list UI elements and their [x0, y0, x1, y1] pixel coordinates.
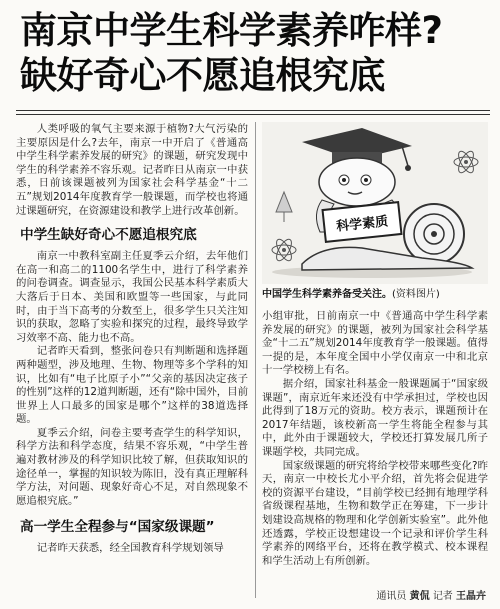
body-paragraph: 国家级课题的研究将给学校带来哪些变化?昨天，南京一中校长尤小平介绍，首先将会促进学校的资源平台建设，“目前学校已经拥有地理学科省级课程基地，生物和数学正在筹建，下一步计划建设高规格的物理和化学创新实验室”。此外他还透露，学校正设想建设一个记录和评价学生科学素养的网络平台，还将在教学模式、校本课程和学生活动上有所创新。	[262, 459, 488, 567]
body-paragraph: 记者昨天获悉，经全国教育科学规划领导	[36, 542, 224, 555]
subhead-curiosity: 中学生缺好奇心不愿追根究底	[20, 227, 197, 244]
caption-text: 中国学生科学素养备受关注。	[262, 289, 392, 300]
correspondent-name: 黄侃	[409, 591, 430, 602]
cartoon-illustration	[262, 122, 488, 284]
body-paragraph: 据介绍，国家社科基金一般课题属于“国家级课题”，南京近年来还没有中学承担过，学校也因此得到了18万元的资助。校方表示，课题预计在2017年结题，该校新高一学生将能全程参与其中，此外由于课题较大，学校还打算发展几所子课题学校，共同完成。	[262, 377, 488, 458]
headline	[20, 8, 490, 98]
body-paragraph: 小组审批，日前南京一中《普通高中学生科学素养发展的研究》的课题，被列为国家社会科学基金“十二五”规划2014年度教育学一般课题。值得一提的是，本年度全国中小学仅南京一中和北京十一学校榜上有名。	[262, 310, 488, 377]
left-column	[16, 123, 248, 556]
body-paragraph: 夏季云介绍，问卷主要考查学生的科学知识，科学方法和科学态度，结果不容乐观，“中学生普遍对教材涉及的科学知识比较了解，但获取知识的途径单一，掌握的知识较为陈旧，没有真正理解科学方法，对问题、现象好奇心不足，对自然现象不愿追根究底。”	[16, 426, 248, 507]
right-column	[262, 310, 488, 568]
headline-line-1: 南京中学生科学素养咋样?	[20, 9, 443, 52]
snail-cartoon-image	[262, 122, 488, 284]
intro-paragraph: 人类呼吸的氧气主要来源于植物?大气污染的主要原因是什么?去年，南京一中开启了《普通高中学生科学素养发展的研究》的课题，研究发现中学生的科学素养不容乐观。记者昨日从南京一中获悉，日前该课题被列为国家社会科学基金“十二五”规划2014年度教育学一般课题，而学校也将通过课题研究，在资源建设和教学上进行改革创新。	[16, 123, 248, 217]
byline	[376, 590, 486, 604]
board-text: 科学素质	[335, 214, 389, 235]
headline-rule-top	[16, 110, 490, 111]
caption-source: (资料图片)	[392, 289, 440, 300]
figure-caption	[262, 288, 488, 302]
body-paragraph: 记者昨天看到，整张问卷只有判断题和选择题两种题型，涉及地理、生物、物理等多个学科的知识，比如有“电子比原子小”“父亲的基因决定孩子的性别”这样的12道判断题，还有“除中国外，目前世界上人口最多的国家是哪个”这样的38道选择题。	[16, 345, 248, 426]
body-paragraph: 南京一中教科室副主任夏季云介绍，去年他们在高一和高二的1100名学生中，进行了科学素养的问卷调查。调查显示，我国公民基本科学素质大大落后于日本、美国和欧盟等一些国家，与此同时，由于当下高考的分数至上，很多学生只关注知识的获取，忽略了实验和探究的过程，最终导致学习效率不高、能力也不高。	[16, 250, 248, 344]
reporter-name: 王晶卉	[456, 591, 486, 602]
reporter-label: 记者	[432, 591, 453, 602]
headline-line-2: 缺好奇心不愿追根究底	[20, 54, 385, 97]
column-divider	[255, 122, 256, 598]
headline-rule-bottom	[16, 114, 490, 115]
correspondent-label: 通讯员	[376, 591, 407, 602]
subhead-national-project: 高一学生全程参与“国家级课题”	[20, 519, 215, 536]
